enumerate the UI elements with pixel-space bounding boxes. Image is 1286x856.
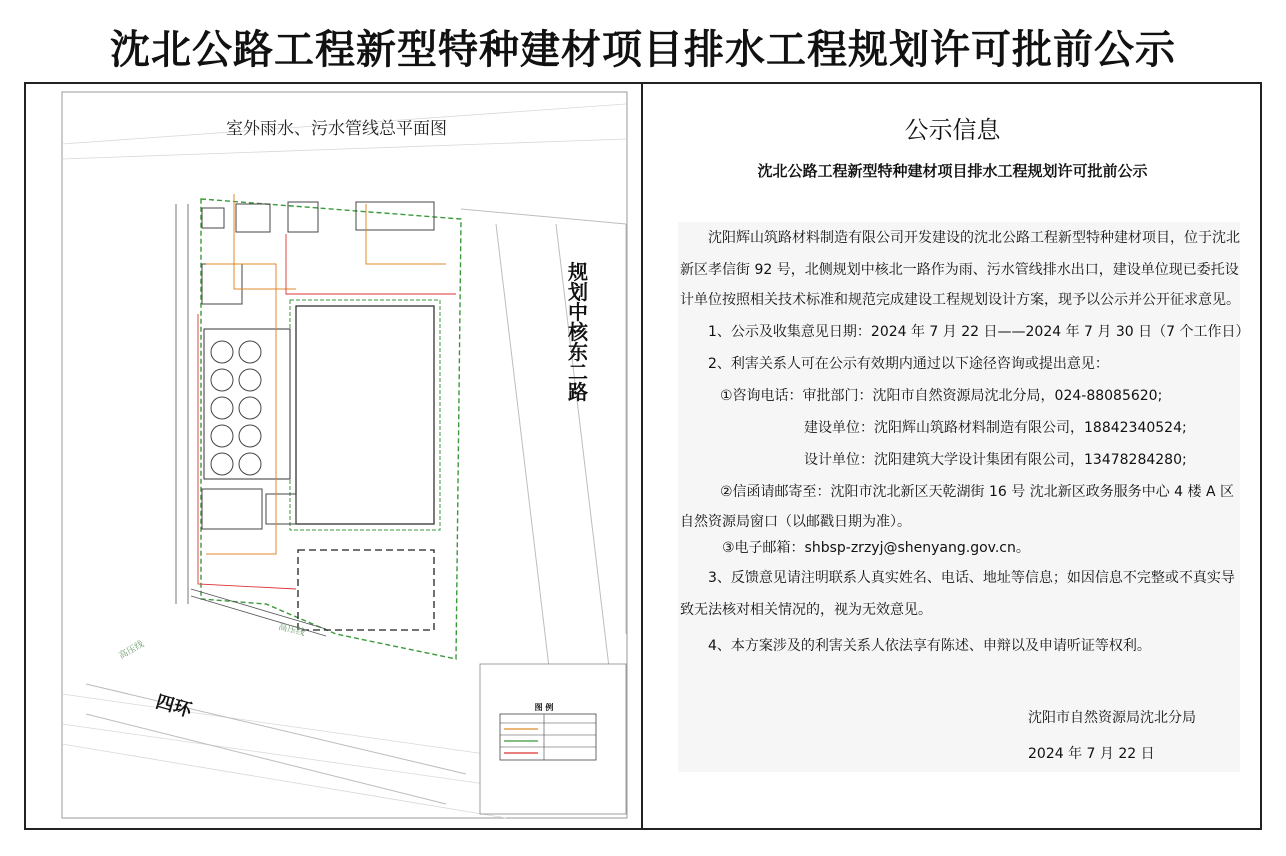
power-line-label: 高压线: [277, 622, 306, 639]
item-3-line-2: 致无法核对相关情况的，视为无效意见。: [680, 602, 932, 618]
intro-line-1: 沈阳辉山筑路材料制造有限公司开发建设的沈北公路工程新型特种建材项目，位于沈北: [708, 230, 1240, 246]
legend-title: 图 例: [534, 703, 554, 712]
road-label-east: 规划中核东二路: [568, 260, 588, 404]
mail-address-1: ②信函请邮寄至：沈阳市沈北新区天乾湖街 16 号 沈北新区政务服务中心 4 楼 A 区: [720, 484, 1234, 500]
issue-date: 2024 年 7 月 22 日: [1028, 746, 1155, 762]
item-3-line-1: 3、反馈意见请注明联系人真实姓名、电话、地址等信息；如因信息不完整或不真实导: [708, 570, 1235, 586]
item-1-dates: 1、公示及收集意见日期：2024 年 7 月 22 日——2024 年 7 月 30 日（7 个工作日）: [708, 324, 1250, 340]
intro-line-2: 新区孝信街 92 号，北侧规划中核北一路作为雨、污水管线排水出口，建设单位现已委托设: [680, 262, 1239, 278]
mail-address-2: 自然资源局窗口（以邮戳日期为准）。: [680, 514, 911, 530]
phone-approval: ①咨询电话：审批部门：沈阳市自然资源局沈北分局，024-88085620;: [720, 388, 1163, 404]
phone-builder: 建设单位：沈阳辉山筑路材料制造有限公司，18842340524;: [804, 420, 1187, 436]
email-address[interactable]: ③电子邮箱：shbsp-zrzyj@shenyang.gov.cn。: [722, 540, 1030, 556]
power-line-label-west: 高压线: [117, 639, 146, 662]
phone-designer: 设计单位：沈阳建筑大学设计集团有限公司，13478284280;: [804, 452, 1187, 468]
frame-divider: [641, 82, 643, 830]
page-title: 沈北公路工程新型特种建材项目排水工程规划许可批前公示: [110, 27, 1176, 73]
site-plan-drawing: [26, 84, 641, 828]
issuer-organization: 沈阳市自然资源局沈北分局: [1028, 710, 1196, 726]
info-heading: 公示信息: [904, 116, 1001, 144]
item-4-rights: 4、本方案涉及的利害关系人依法享有陈述、申辩以及申请听证等权利。: [708, 638, 1151, 654]
intro-line-3: 计单位按照相关技术标准和规范完成建设工程规划设计方案，现予以公示并公开征求意见。: [680, 292, 1240, 308]
drawing-title: 室外雨水、污水管线总平面图: [226, 119, 447, 139]
item-2-channels: 2、利害关系人可在公示有效期内通过以下途径咨询或提出意见：: [708, 356, 1109, 372]
road-label-sihuan: 四环: [153, 691, 194, 722]
info-subtitle: 沈北公路工程新型特种建材项目排水工程规划许可批前公示: [757, 162, 1148, 180]
